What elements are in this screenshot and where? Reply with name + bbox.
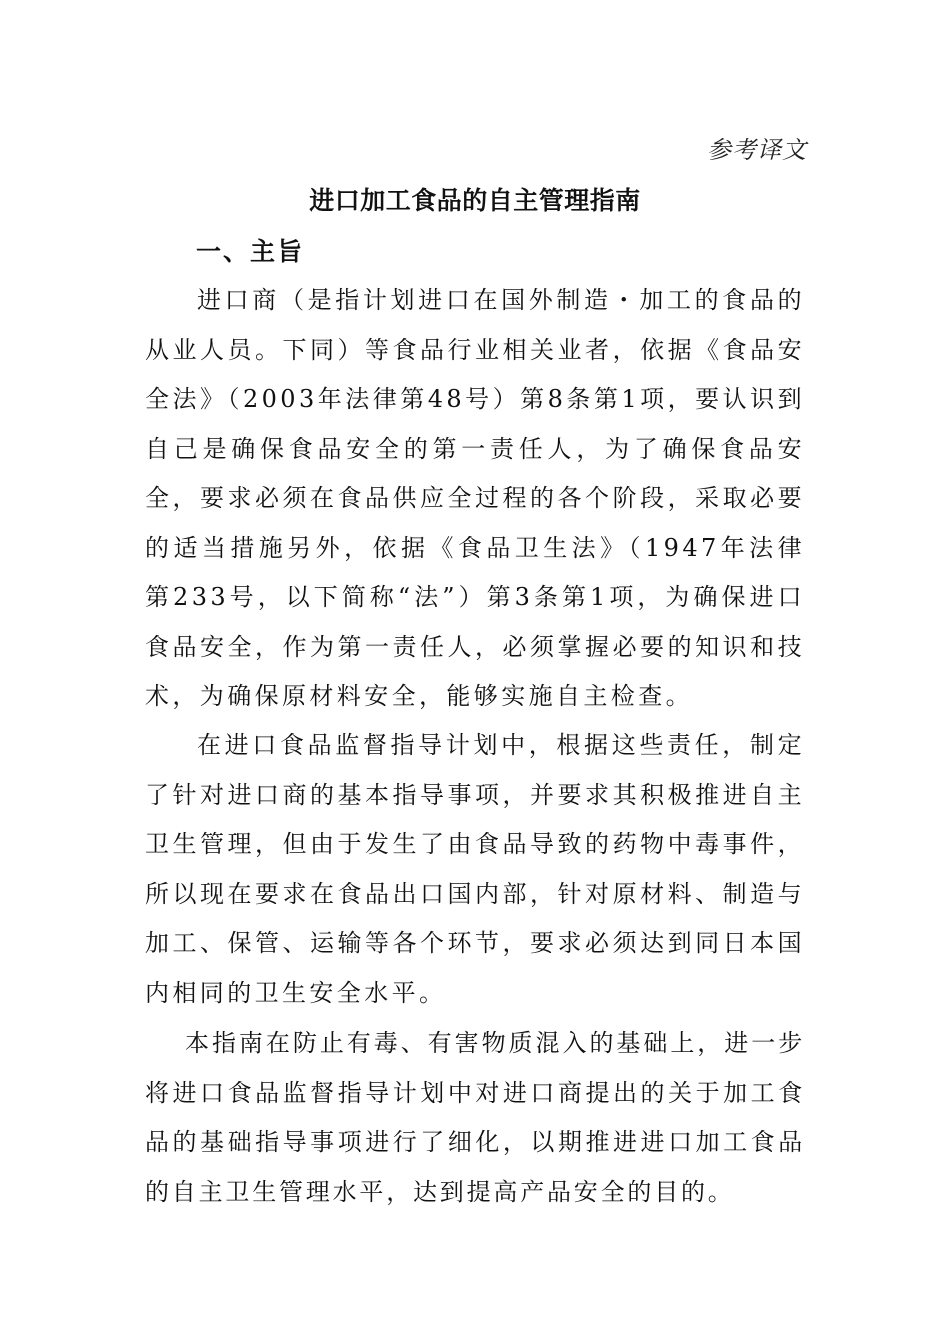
section-heading: 一、主旨 xyxy=(196,237,305,266)
reference-translation-label: 参考译文 xyxy=(707,136,807,164)
document-title: 进口加工食品的自主管理指南 xyxy=(309,186,641,215)
body-paragraph-1: 进口商（是指计划进口在国外制造・加工的食品的从业人员。下同）等食品行业相关业者，依据《食品安全法》（2003年法律第48号）第8条第1项，要认识到自己是确保食品安全的第一责任人，为了确保食品安全，要求必须在食品供应全过程的各个阶段，采取必要的适当措施另外，依据《食品卫生法》（1947年法律第233号，以下简称“法”）第3条第1项，为确保进口食品安全，作为第一责任人，必须掌握必要的知识和技术，为确保原材料安全，能够实施自主检查。 xyxy=(145,286,805,710)
body-paragraph-3: 本指南在防止有毒、有害物质混入的基础上，进一步将进口食品监督指导计划中对进口商提出的关于加工食品的基础指导事项进行了细化，以期推进进口加工食品的自主卫生管理水平，达到提高产品安全的目的。 xyxy=(145,1029,805,1206)
body-paragraph-2: 在进口食品监督指导计划中，根据这些责任，制定了针对进口商的基本指导事项，并要求其积极推进自主卫生管理，但由于发生了由食品导致的药物中毒事件，所以现在要求在食品出口国内部，针对原材料、制造与加工、保管、运输等各个环节，要求必须达到同日本国内相同的卫生安全水平。 xyxy=(145,731,805,1007)
